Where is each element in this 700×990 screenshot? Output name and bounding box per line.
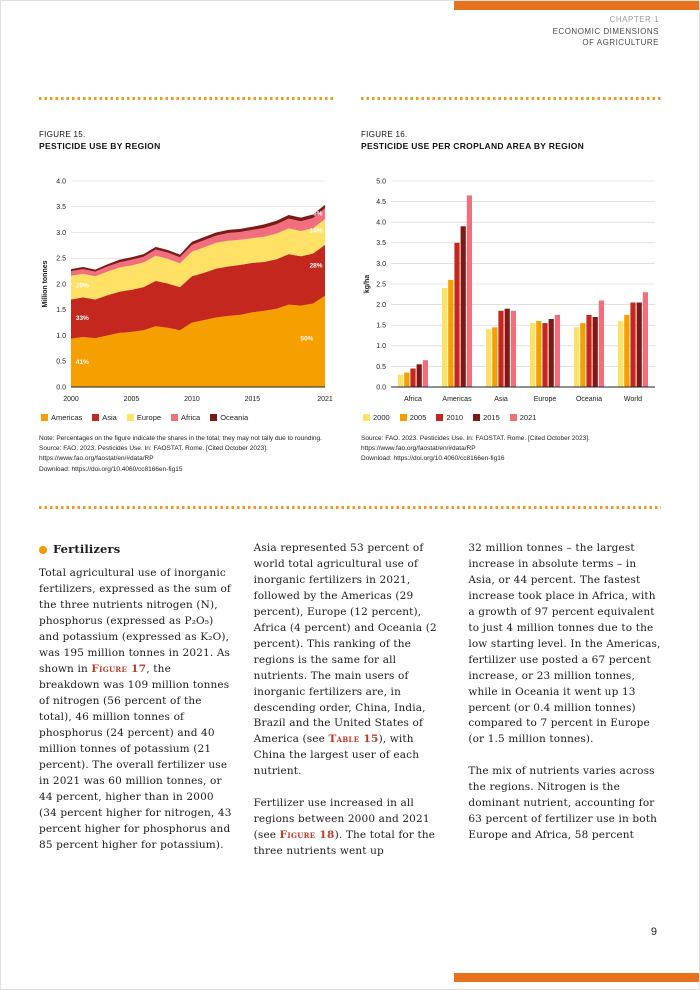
page-number: 9 <box>650 926 657 938</box>
svg-text:2015: 2015 <box>244 395 261 403</box>
figure-15-title: PESTICIDE USE BY REGION <box>39 140 161 151</box>
figure-16-source: Source: FAO. 2023. Pesticides Use. In: FAOSTAT. Rome. [Cited October 2023]. <box>361 434 590 442</box>
svg-text:2021: 2021 <box>317 395 333 403</box>
figure-16-notes <box>361 434 661 465</box>
svg-text:2.0: 2.0 <box>376 301 386 309</box>
pesticide-use-area-chart <box>39 173 335 407</box>
svg-text:2010: 2010 <box>184 395 200 403</box>
svg-text:Asia: Asia <box>494 395 508 403</box>
header-line-1: ECONOMIC DIMENSIONS <box>552 26 659 36</box>
legend-label: Oceania <box>220 412 249 422</box>
cross-reference[interactable]: Figure 17 <box>91 663 147 676</box>
svg-text:Oceania: Oceania <box>575 395 603 403</box>
figure-15-legend <box>41 413 335 422</box>
page-header <box>553 14 659 49</box>
cross-reference[interactable]: Table 15 <box>328 733 379 746</box>
legend-label: 2021 <box>519 412 537 422</box>
svg-text:14%: 14% <box>309 227 323 234</box>
legend-item <box>41 413 82 422</box>
legend-swatch <box>41 414 48 421</box>
figure-16-source-url[interactable]: https://www.fao.org/faostat/en/#data/RP <box>361 444 476 452</box>
legend-swatch <box>473 414 480 421</box>
legend-label: 2005 <box>409 412 427 422</box>
svg-text:20%: 20% <box>75 282 89 290</box>
svg-text:2005: 2005 <box>123 395 140 403</box>
svg-text:kg/ha: kg/ha <box>364 274 371 293</box>
legend-item <box>127 413 161 422</box>
legend-label: Europe <box>136 412 162 422</box>
svg-text:1.0: 1.0 <box>56 332 66 340</box>
paragraph: Fertilizer use increased in all regions between 2000 and 2021 (see Figure 18). The total for the three nutrients went up <box>253 797 436 858</box>
figure-16-title: PESTICIDE USE PER CROPLAND AREA BY REGION <box>361 140 585 151</box>
svg-text:Million tonnes: Million tonnes <box>42 259 49 308</box>
bullet-icon <box>39 546 47 554</box>
svg-text:4.5: 4.5 <box>376 198 386 206</box>
figure-15-download-url[interactable]: Download: https://doi.org/10.4060/cc8166en-fig15 <box>39 465 183 473</box>
legend-label: Americas <box>51 412 83 422</box>
figure-15-note: Note: Percentages on the figure indicate the shares in the total; they may not tally due to rounding. <box>39 434 322 442</box>
svg-text:3.0: 3.0 <box>56 229 66 237</box>
svg-text:1.5: 1.5 <box>56 306 66 314</box>
body-column-2 <box>254 541 447 876</box>
legend-swatch <box>127 414 134 421</box>
fertilizers-heading-label: Fertilizers <box>53 542 121 556</box>
paragraphs-column-3 <box>468 541 661 844</box>
figure-15-label: FIGURE 15. <box>39 129 86 139</box>
legend-item <box>510 413 537 422</box>
svg-text:4.0: 4.0 <box>376 219 386 227</box>
svg-text:1.5: 1.5 <box>376 322 386 330</box>
body-text-section <box>39 541 661 876</box>
paragraph: Total agricultural use of inorganic fertilizers, expressed as the sum of the three nutrients nitrogen (N), phosphorus (expressed as P₂O₅) and potassium (expressed as K₂O), was 195 million tonnes in 2021. As shown in Figure 17, the breakdown was 109 million tonnes of nitrogen (56 percent of the total), 46 million tonnes of phosphorus (24 percent) and 40 million tonnes of potassium (21 percent). The overall fertilizer use in 2021 was 60 million tonnes, or 44 percent, higher than in 2000 (34 percent higher for nitrogen, 43 percent higher for phosphorus and 85 percent higher for potassium). <box>39 567 232 851</box>
svg-text:33%: 33% <box>75 314 89 322</box>
body-column-3 <box>468 541 661 876</box>
svg-text:Europe: Europe <box>533 395 557 403</box>
svg-text:41%: 41% <box>75 358 89 366</box>
figure-15-source-url[interactable]: https://www.fao.org/faostat/en/#data/RP <box>39 455 154 463</box>
dotted-divider <box>39 97 335 100</box>
legend-swatch <box>510 414 517 421</box>
svg-text:4.0: 4.0 <box>56 177 66 185</box>
paragraphs-column-2 <box>254 541 447 860</box>
legend-item <box>363 413 390 422</box>
paragraph: Asia represented 53 percent of world total agricultural use of inorganic fertilizers in 2021, followed by the Americas (29 percent), Europe (12 percent), Africa (4 percent) and Oceania (2 percent). This ranking of the regions is the same for all nutrients. The main users of inorganic fertilizers are, in descending order, China, India, Brazil and the United States of America (see Table 15), with China the largest user of each nutrient. <box>253 542 437 778</box>
svg-text:3.0: 3.0 <box>376 260 386 268</box>
svg-text:0.0: 0.0 <box>376 383 386 391</box>
figure-16-legend <box>363 413 661 422</box>
header-line-2: OF AGRICULTURE <box>582 38 659 48</box>
cross-reference[interactable]: Figure 18 <box>279 829 335 842</box>
figure-16-block <box>361 97 661 465</box>
figure-16-label: FIGURE 16. <box>361 129 408 139</box>
legend-item <box>92 413 117 422</box>
svg-text:6%: 6% <box>313 210 323 218</box>
legend-swatch <box>92 414 99 421</box>
figure-15-head <box>39 130 335 151</box>
legend-item <box>473 413 500 422</box>
fertilizers-heading <box>39 541 232 558</box>
svg-text:3.5: 3.5 <box>376 239 386 247</box>
legend-label: 2000 <box>373 412 390 422</box>
legend-item <box>171 413 200 422</box>
dotted-divider <box>361 97 661 100</box>
svg-text:2.0: 2.0 <box>56 280 66 288</box>
svg-text:2000: 2000 <box>63 395 79 403</box>
svg-text:2.5: 2.5 <box>56 255 66 263</box>
dotted-separator <box>39 506 661 509</box>
figure-15-notes <box>39 434 335 476</box>
svg-text:0.0: 0.0 <box>56 383 66 391</box>
svg-text:5.0: 5.0 <box>376 177 386 185</box>
figure-16-head <box>361 130 661 151</box>
legend-label: 2010 <box>446 412 464 422</box>
paragraphs-column-1 <box>39 566 232 853</box>
legend-label: Africa <box>181 412 201 422</box>
legend-swatch <box>171 414 178 421</box>
pesticide-use-bar-chart <box>361 173 661 407</box>
legend-item <box>400 413 427 422</box>
svg-text:2.5: 2.5 <box>376 280 386 288</box>
svg-text:0.5: 0.5 <box>56 358 66 366</box>
body-column-1 <box>39 541 232 876</box>
paragraph: 32 million tonnes – the largest increase in absolute terms – in Asia, or 44 percent. The fastest increase took place in Africa, with a growth of 97 percent equivalent to just 4 million tonnes due to the low starting level. In the Americas, fertilizer use posted a 67 percent increase, or 23 million tonnes, while in Oceania it went up 13 percent (or 0.4 million tonnes) compared to 7 percent in Europe (or 1.5 million tonnes). <box>468 542 661 746</box>
svg-text:3.5: 3.5 <box>56 203 66 211</box>
legend-swatch <box>363 414 370 421</box>
figure-15-block <box>39 97 335 475</box>
svg-text:World: World <box>623 395 643 403</box>
figure-16-download-url[interactable]: Download: https://doi.org/10.4060/cc8166en-fig16 <box>361 455 505 463</box>
legend-item <box>210 413 248 422</box>
legend-swatch <box>400 414 407 421</box>
svg-text:0.5: 0.5 <box>376 363 386 371</box>
legend-swatch <box>436 414 443 421</box>
legend-swatch <box>210 414 217 421</box>
paragraph: The mix of nutrients varies across the regions. Nitrogen is the dominant nutrient, accounting for 63 percent of fertilizer use in both Europe and Africa, 58 percent <box>468 765 658 842</box>
chapter-label: CHAPTER 1 <box>609 15 659 24</box>
svg-text:Americas: Americas <box>442 395 472 403</box>
figure-15-source: Source: FAO. 2023. Pesticides Use. In: FAOSTAT. Rome. [Cited October 2023]. <box>39 444 268 452</box>
legend-item <box>436 413 463 422</box>
svg-text:Africa: Africa <box>404 395 422 403</box>
legend-label: 2015 <box>483 412 500 422</box>
bottom-accent-bar <box>454 973 699 982</box>
svg-text:1.0: 1.0 <box>376 342 386 350</box>
svg-text:50%: 50% <box>300 335 314 343</box>
legend-label: Asia <box>102 412 117 422</box>
top-accent-bar <box>454 1 699 10</box>
svg-text:28%: 28% <box>309 262 323 270</box>
